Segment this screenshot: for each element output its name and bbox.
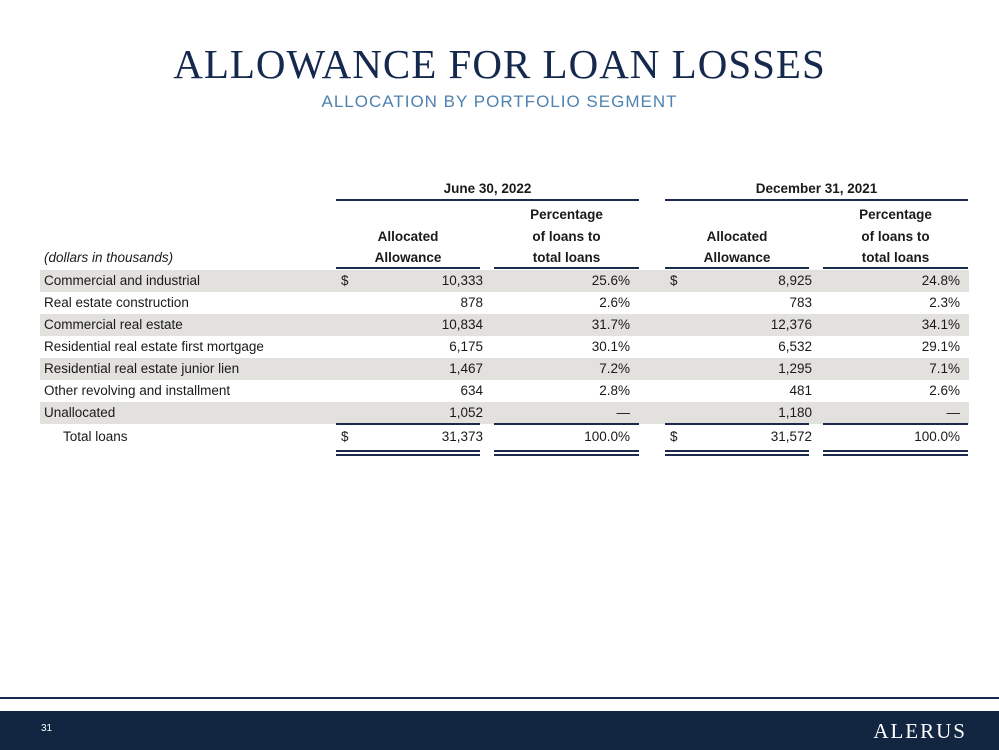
currency-symbol: $ (670, 273, 678, 288)
pct-dec-2021: 2.3% (929, 295, 960, 310)
double-rule (665, 454, 809, 456)
total-allowance-june-2022: 31,373 (441, 429, 483, 444)
table-row (40, 270, 969, 292)
row-label: Commercial and industrial (44, 273, 201, 288)
col-header-allowance-line2: Allowance (703, 250, 771, 265)
subtotal-rule (823, 423, 968, 425)
table-row (40, 314, 969, 336)
col-header-pct-line3: total loans (532, 250, 601, 265)
col-header-allowance-line1: Allocated (377, 229, 439, 244)
table-row (40, 358, 969, 380)
slide-subtitle: ALLOCATION BY PORTFOLIO SEGMENT (321, 92, 678, 111)
slide-title: ALLOWANCE FOR LOAN LOSSES (173, 41, 826, 87)
allowance-june-2022: 6,175 (449, 339, 483, 354)
pct-dec-2021: 24.8% (921, 273, 960, 288)
allowance-dec-2021: 8,925 (778, 273, 812, 288)
footer-bar (0, 711, 999, 750)
table-row (40, 336, 969, 358)
double-rule (823, 450, 968, 452)
col-header-pct-line1: Percentage (530, 207, 603, 222)
pct-dec-2021: 34.1% (921, 317, 960, 332)
total-allowance-dec-2021: 31,572 (770, 429, 812, 444)
table-row (40, 292, 969, 314)
currency-symbol: $ (341, 273, 349, 288)
row-label: Residential real estate junior lien (44, 361, 240, 376)
double-rule (494, 450, 639, 452)
subtotal-rule (336, 423, 480, 425)
units-note: (dollars in thousands) (44, 250, 174, 265)
double-rule (336, 450, 480, 452)
total-row (40, 426, 969, 448)
pct-june-2022: 7.2% (599, 361, 630, 376)
pct-dec-2021: 7.1% (929, 361, 960, 376)
row-label: Real estate construction (44, 295, 189, 310)
period-header-june-2022: June 30, 2022 (443, 181, 532, 196)
allowance-dec-2021: 481 (789, 383, 812, 398)
period-rule (665, 199, 968, 201)
table-row (40, 402, 969, 424)
row-label: Commercial real estate (44, 317, 183, 332)
column-rule (665, 267, 809, 269)
pct-june-2022: — (616, 405, 630, 420)
total-pct-dec-2021: 100.0% (914, 429, 960, 444)
col-header-pct-line2: of loans to (861, 229, 930, 244)
column-rule (494, 267, 639, 269)
subtotal-rule (494, 423, 639, 425)
period-rule (336, 199, 639, 201)
allowance-dec-2021: 1,295 (778, 361, 812, 376)
col-header-pct-line3: total loans (861, 250, 930, 265)
allowance-june-2022: 10,834 (441, 317, 483, 332)
total-pct-june-2022: 100.0% (584, 429, 630, 444)
pct-dec-2021: — (946, 405, 960, 420)
col-header-allowance-line1: Allocated (706, 229, 768, 244)
allowance-june-2022: 1,052 (449, 405, 483, 420)
pct-june-2022: 2.6% (599, 295, 630, 310)
allowance-dec-2021: 6,532 (778, 339, 812, 354)
column-rule (336, 267, 480, 269)
currency-symbol: $ (341, 429, 349, 444)
pct-dec-2021: 2.6% (929, 383, 960, 398)
allowance-june-2022: 1,467 (449, 361, 483, 376)
allowance-june-2022: 878 (460, 295, 483, 310)
table-row (40, 380, 969, 402)
col-header-pct-line1: Percentage (859, 207, 932, 222)
row-label: Other revolving and installment (44, 383, 231, 398)
allowance-dec-2021: 783 (789, 295, 812, 310)
period-header-dec-2021: December 31, 2021 (755, 181, 878, 196)
pct-june-2022: 30.1% (591, 339, 630, 354)
page-number: 31 (41, 723, 53, 734)
pct-june-2022: 2.8% (599, 383, 630, 398)
row-label: Residential real estate first mortgage (44, 339, 264, 354)
double-rule (336, 454, 480, 456)
allowance-june-2022: 10,333 (441, 273, 483, 288)
pct-june-2022: 31.7% (591, 317, 630, 332)
double-rule (494, 454, 639, 456)
column-rule (823, 267, 968, 269)
allowance-dec-2021: 1,180 (778, 405, 812, 420)
col-header-pct-line2: of loans to (532, 229, 601, 244)
footer-divider (0, 697, 999, 699)
allowance-june-2022: 634 (460, 383, 483, 398)
currency-symbol: $ (670, 429, 678, 444)
col-header-allowance-line2: Allowance (374, 250, 442, 265)
total-label: Total loans (63, 429, 128, 444)
pct-june-2022: 25.6% (591, 273, 630, 288)
brand-logo: ALERUS (873, 719, 967, 743)
pct-dec-2021: 29.1% (921, 339, 960, 354)
double-rule (823, 454, 968, 456)
row-label: Unallocated (44, 405, 116, 420)
double-rule (665, 450, 809, 452)
subtotal-rule (665, 423, 809, 425)
allowance-dec-2021: 12,376 (770, 317, 812, 332)
